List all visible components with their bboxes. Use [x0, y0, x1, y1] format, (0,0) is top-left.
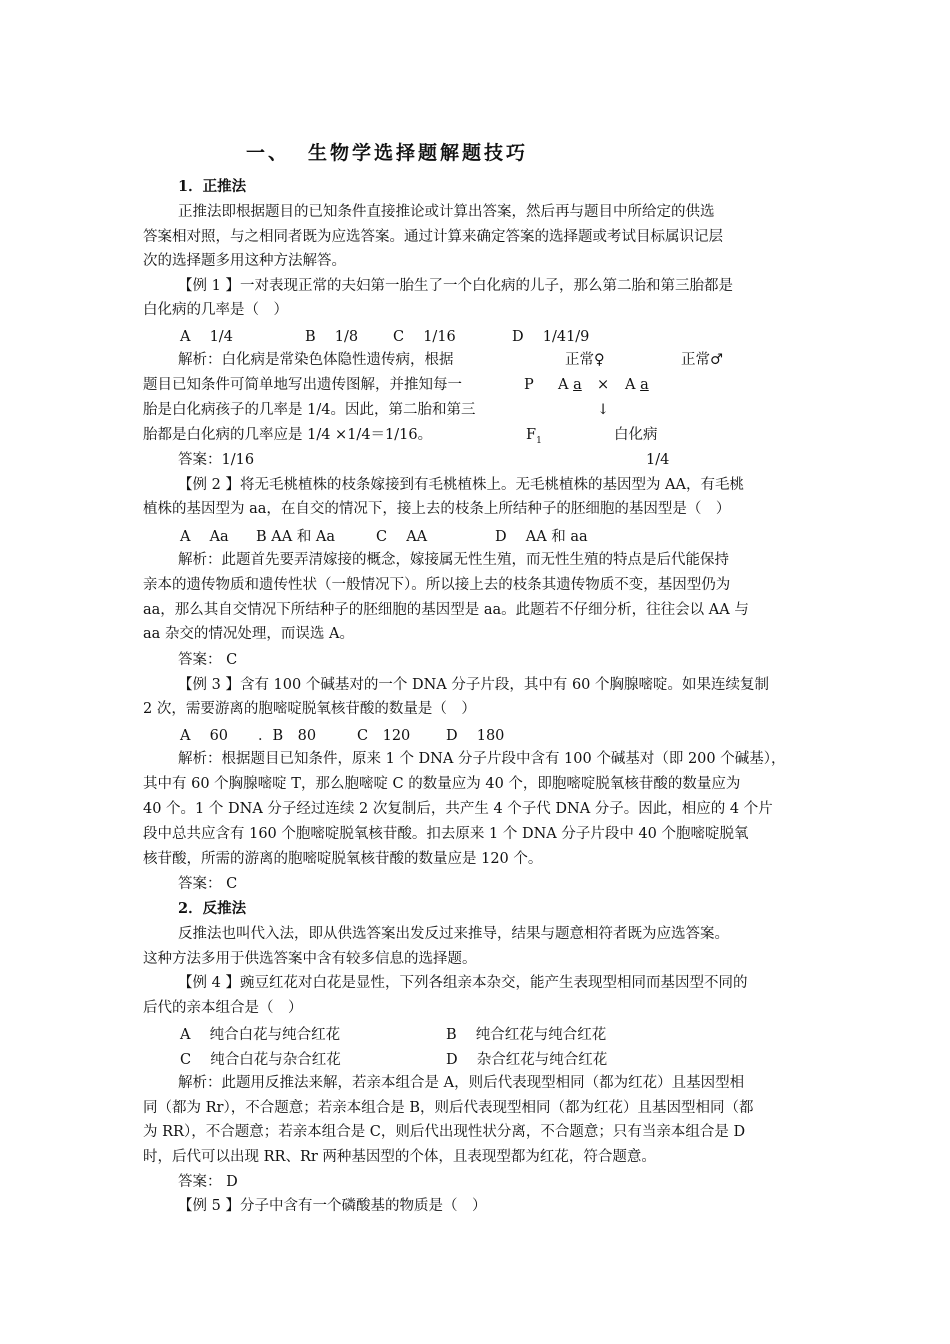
option-c: C 1/16	[393, 329, 456, 345]
question-line: 【例 5 】分子中含有一个磷酸基的物质是（ ）	[178, 1198, 487, 1214]
diagram-cross-symbol: ×	[597, 377, 610, 393]
title-text: 生物学选择题解题技巧	[308, 142, 529, 164]
title-number: 一、	[246, 142, 291, 164]
option-b: B 纯合红花与纯合红花	[446, 1027, 607, 1043]
option-c: C 纯合白花与杂合红花	[180, 1052, 341, 1068]
analysis-line: 时，后代可以出现 RR、Rr 两种基因型的个体，且表现型都为红花，符合题意。	[143, 1149, 656, 1165]
paragraph-line: 反推法也叫代入法，即从供选答案出发反过来推导，结果与题意相符者既为应选答案。	[178, 926, 729, 942]
f1-subscript: 1	[536, 435, 542, 446]
analysis-line: 题目已知条件可简单地写出遗传图解，并推知每一	[143, 377, 462, 393]
section-heading: 2．反推法	[178, 900, 247, 917]
option-b: B AA 和 Aa	[256, 529, 336, 545]
paragraph-line: 次的选择题多用这种方法解答。	[143, 253, 346, 269]
analysis-line: 其中有 60 个胸腺嘧啶 T，那么胞嘧啶 C 的数量应为 40 个，即胞嘧啶脱氧核苷酸的数量应为	[143, 776, 741, 792]
analysis-line: 为 RR），不合题意；若亲本组合是 C，则后代出现性状分离，不合题意；只有当亲本组合是 D	[143, 1124, 746, 1140]
option-c: C AA	[376, 529, 428, 545]
answer-line: 答案： C	[178, 652, 238, 668]
analysis-line: aa，那么其自交情况下所结种子的胚细胞的基因型是 aa。此题若不仔细分析，往往会以 AA 与	[143, 602, 749, 618]
allele-recessive: a	[640, 377, 649, 393]
diagram-p-label: P	[524, 377, 534, 393]
paragraph-line: 答案相对照，与之相同者既为应选答案。通过计算来确定答案的选择题或考试目标属识记层	[143, 229, 723, 245]
analysis-line: 核苷酸，所需的游离的胞嘧啶脱氧核苷酸的数量应是 120 个。	[143, 851, 543, 867]
diagram-female-label: 正常♀	[565, 352, 605, 368]
option-d: D 1/41/9	[512, 329, 590, 345]
analysis-line: 解析：此题用反推法来解，若亲本组合是 A，则后代表现型相同（都为红花）且基因型相	[178, 1075, 745, 1091]
analysis-line: 胎是白化病孩子的几率是 1/4。因此，第二胎和第三	[143, 402, 476, 418]
answer-line: 答案： D	[178, 1174, 238, 1190]
allele-recessive: a	[573, 377, 582, 393]
question-line: 植株的基因型为 aa，在自交的情况下，接上去的枝条上所结种子的胚细胞的基因型是（ ）	[143, 501, 731, 517]
analysis-line: aa 杂交的情况处理，而误选 A。	[143, 626, 354, 642]
question-line: 【例 1 】一对表现正常的夫妇第一胎生了一个白化病的儿子，那么第二胎和第三胎都是	[178, 278, 733, 294]
option-b: B 1/8	[305, 329, 359, 345]
analysis-line: 胎都是白化病的几率应是 1/4 ×1/4＝1/16。	[143, 427, 433, 443]
option-c: C 120	[357, 728, 411, 744]
analysis-line: 亲本的遗传物质和遗传性状（一般情况下）。所以接上去的枝条其遗传物质不变，基因型仍为	[143, 577, 731, 593]
allele-dominant: A	[558, 377, 569, 393]
option-a: A 60	[180, 728, 229, 744]
diagram-ratio: 1/4	[646, 452, 670, 468]
page-title	[246, 138, 528, 165]
allele-dominant: A	[625, 377, 636, 393]
analysis-line: 40 个。1 个 DNA 分子经过连续 2 次复制后，共产生 4 个子代 DNA 分子。因此，相应的 4 个片	[143, 801, 773, 817]
diagram-offspring: 白化病	[614, 427, 658, 443]
diagram-parent-genotype	[558, 375, 582, 395]
answer-line: 答案： C	[178, 876, 238, 892]
question-line: 白化病的几率是（ ）	[143, 302, 288, 318]
analysis-line: 解析：根据题目已知条件，原来 1 个 DNA 分子片段中含有 100 个碱基对（即 200 个碱基），	[178, 751, 786, 767]
question-line: 2 次，需要游离的胞嘧啶脱氧核苷酸的数量是（ ）	[143, 701, 476, 717]
option-a: A Aa	[180, 529, 229, 545]
paragraph-line: 正推法即根据题目的已知条件直接推论或计算出答案，然后再与题目中所给定的供选	[178, 204, 715, 220]
option-a: A 1/4	[180, 329, 233, 345]
question-line: 【例 4 】豌豆红花对白花是显性，下列各组亲本杂交，能产生表现型相同而基因型不同的	[178, 975, 748, 991]
section-heading: 1．正推法	[178, 178, 247, 195]
option-a: A 纯合白花与纯合红花	[180, 1027, 341, 1043]
diagram-arrow: ↓	[597, 402, 610, 418]
paragraph-line: 这种方法多用于供选答案中含有较多信息的选择题。	[143, 951, 477, 967]
analysis-line: 解析：此题首先要弄清嫁接的概念，嫁接属无性生殖，而无性生殖的特点是后代能保持	[178, 552, 729, 568]
diagram-parent-genotype	[625, 375, 649, 395]
question-line: 后代的亲本组合是（ ）	[143, 1000, 303, 1016]
option-d: D 杂合红花与纯合红花	[446, 1052, 608, 1068]
diagram-male-label: 正常♂	[681, 352, 723, 368]
option-d: D AA 和 aa	[495, 529, 588, 545]
f1-letter: F	[526, 427, 537, 443]
analysis-line: 解析：白化病是常染色体隐性遗传病，根据	[178, 352, 454, 368]
question-line: 【例 3 】含有 100 个碱基对的一个 DNA 分子片段，其中有 60 个胸腺嘧啶。如果连续复制	[178, 677, 770, 693]
diagram-f1-label	[526, 425, 542, 451]
analysis-line: 同（都为 Rr），不合题意；若亲本组合是 B，则后代表现型相同（都为红花）且基因型相同（都	[143, 1100, 754, 1116]
option-b: ．B 80	[258, 728, 317, 744]
analysis-line: 段中总共应含有 160 个胞嘧啶脱氧核苷酸。扣去原来 1 个 DNA 分子片段中 40 个胞嘧啶脱氧	[143, 826, 749, 842]
question-line: 【例 2 】将无毛桃植株的枝条嫁接到有毛桃植株上。无毛桃植株的基因型为 AA，有毛桃	[178, 477, 744, 493]
answer-line: 答案：1/16	[178, 452, 255, 468]
option-d: D 180	[446, 728, 505, 744]
